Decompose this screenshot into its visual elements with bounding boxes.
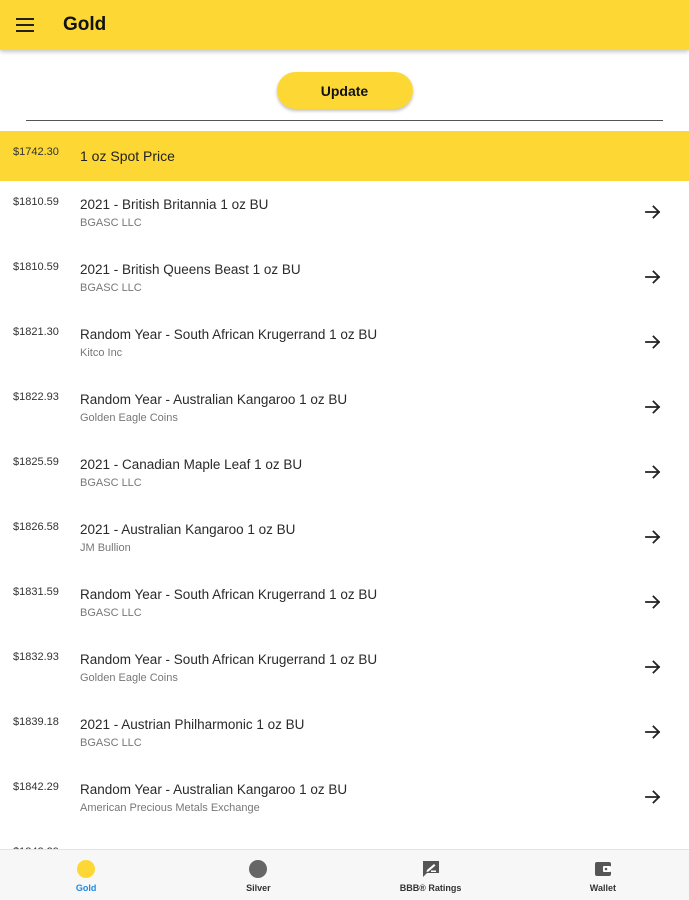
spot-price-value: $1742.30 xyxy=(13,146,59,158)
list-item[interactable] xyxy=(0,246,689,311)
listing-dealer: American Precious Metals Exchange xyxy=(80,802,260,814)
divider xyxy=(26,120,663,121)
listing-name: 2021 - British Britannia 1 oz BU xyxy=(80,197,269,212)
list-item[interactable] xyxy=(0,441,689,506)
listing-dealer: Golden Eagle Coins xyxy=(80,672,178,684)
list-item[interactable] xyxy=(0,636,689,701)
arrow-right-icon[interactable] xyxy=(644,658,662,676)
bottom-navigation xyxy=(0,849,689,900)
listing-dealer: JM Bullion xyxy=(80,542,131,554)
app-bar xyxy=(0,0,689,50)
spot-price-label: 1 oz Spot Price xyxy=(80,148,175,164)
listing-price: $1842.29 xyxy=(13,781,59,793)
listing-price: $1822.93 xyxy=(13,391,59,403)
listing-name: Random Year - Australian Kangaroo 1 oz BU xyxy=(80,392,348,407)
arrow-right-icon[interactable] xyxy=(644,723,662,741)
arrow-right-icon[interactable] xyxy=(644,788,662,806)
listing-price: $1832.93 xyxy=(13,651,59,663)
listing-dealer: Kitco Inc xyxy=(80,347,123,359)
listing-dealer: BGASC LLC xyxy=(80,477,142,489)
list-item[interactable] xyxy=(0,311,689,376)
nav-item-gold[interactable] xyxy=(0,850,172,900)
arrow-right-icon[interactable] xyxy=(644,593,662,611)
arrow-right-icon[interactable] xyxy=(644,398,662,416)
nav-label-gold: Gold xyxy=(75,883,97,893)
listing-dealer: BGASC LLC xyxy=(80,607,142,619)
list-item[interactable] xyxy=(0,571,689,636)
arrow-right-icon[interactable] xyxy=(644,203,662,221)
listing-dealer: BGASC LLC xyxy=(80,737,142,749)
arrow-right-icon[interactable] xyxy=(644,268,662,286)
listing-name: Random Year - South African Krugerrand 1 oz BU xyxy=(80,652,378,667)
listing-price: $1825.59 xyxy=(13,456,59,468)
nav-label-silver: Silver xyxy=(246,883,271,893)
list-item[interactable] xyxy=(0,766,689,831)
listing-price: $1810.59 xyxy=(13,261,59,273)
listing-name: 2021 - British Queens Beast 1 oz BU xyxy=(80,262,301,277)
list-item[interactable] xyxy=(0,181,689,246)
nav-label-ratings: BBB® Ratings xyxy=(399,883,462,893)
listing-name: 2021 - Canadian Maple Leaf 1 oz BU xyxy=(80,457,303,472)
page-title: Gold xyxy=(63,14,107,35)
listing-name: Random Year - Australian Kangaroo 1 oz BU xyxy=(80,782,348,797)
listing-dealer: BGASC LLC xyxy=(80,217,142,229)
wallet-icon xyxy=(593,859,613,879)
spot-price-row xyxy=(0,131,689,181)
listing-name: 2021 - Austrian Philharmonic 1 oz BU xyxy=(80,717,305,732)
listing-price: $1826.58 xyxy=(13,521,59,533)
listing-price: $1821.30 xyxy=(13,326,59,338)
arrow-right-icon[interactable] xyxy=(644,528,662,546)
nav-item-wallet[interactable] xyxy=(517,850,689,900)
nav-item-silver[interactable] xyxy=(172,850,344,900)
update-button[interactable]: Update xyxy=(277,72,413,109)
menu-icon xyxy=(16,18,34,32)
listing-name: Random Year - South African Krugerrand 1 oz BU xyxy=(80,327,378,342)
list-item[interactable] xyxy=(0,701,689,766)
listing-name: Random Year - South African Krugerrand 1 oz BU xyxy=(80,587,378,602)
listing-name: 2021 - Australian Kangaroo 1 oz BU xyxy=(80,522,296,537)
listing-dealer: BGASC LLC xyxy=(80,282,142,294)
listing-price: $1831.59 xyxy=(13,586,59,598)
arrow-right-icon[interactable] xyxy=(644,463,662,481)
price-list[interactable] xyxy=(0,131,689,849)
listing-dealer: Golden Eagle Coins xyxy=(80,412,178,424)
list-item[interactable] xyxy=(0,506,689,571)
arrow-right-icon[interactable] xyxy=(644,333,662,351)
list-item[interactable] xyxy=(0,376,689,441)
silver-coin-icon xyxy=(248,859,268,879)
gold-coin-icon xyxy=(76,859,96,879)
menu-button[interactable] xyxy=(0,0,50,50)
listing-price: $1810.59 xyxy=(13,196,59,208)
nav-item-ratings[interactable] xyxy=(345,850,517,900)
nav-label-wallet: Wallet xyxy=(589,883,616,893)
ratings-icon xyxy=(421,859,441,879)
listing-price: $1839.18 xyxy=(13,716,59,728)
